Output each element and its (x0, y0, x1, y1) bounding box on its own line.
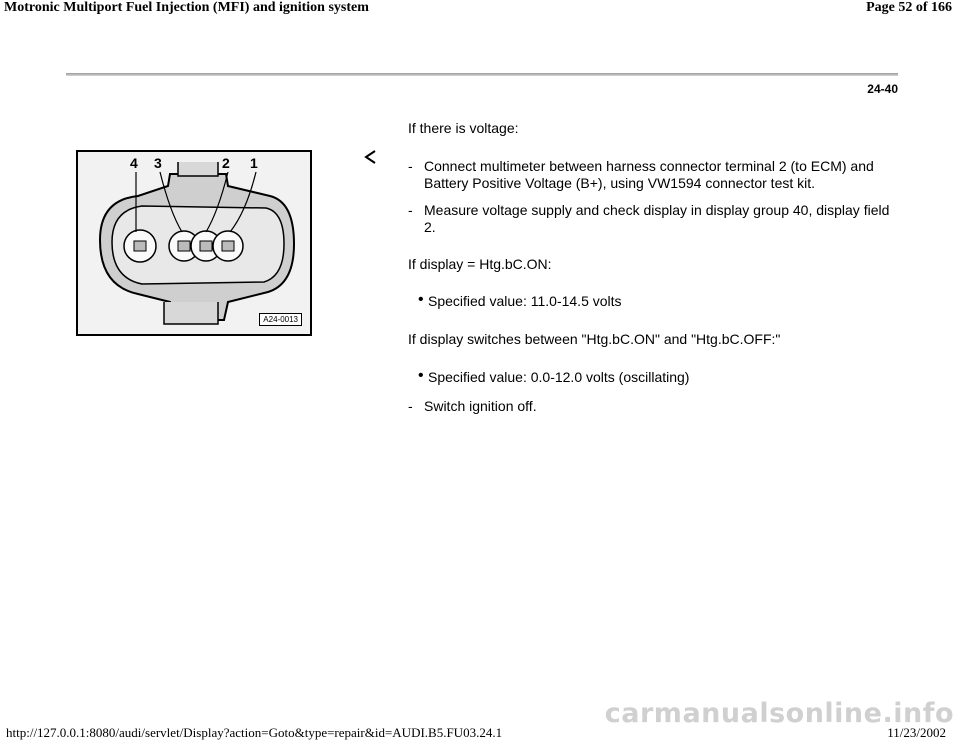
footer-url[interactable]: http://127.0.0.1:8080/audi/servlet/Display?action=Goto&type=repair&id=AUDI.B5.FU03.24.1 (6, 725, 503, 740)
figure-code: A24-0013 (259, 313, 302, 326)
condition-display-switches: If display switches between "Htg.bC.ON" and "Htg.bC.OFF:" (408, 331, 781, 347)
step-measure-voltage: - Measure voltage supply and check display in display group 40, display field 2. (408, 202, 890, 235)
step-connect-multimeter: - Connect multimeter between harness connector terminal 2 (to ECM) and Battery Positive Voltage (B+), using VW1594 connector test kit. (408, 158, 874, 191)
terminal-label-3: 3 (154, 155, 162, 171)
header-title: Motronic Multiport Fuel Injection (MFI) and ignition system (4, 0, 369, 15)
terminal-label-1: 1 (250, 155, 258, 171)
step-switch-ignition-off: - Switch ignition off. (408, 398, 537, 414)
terminal-label-4: 4 (130, 155, 138, 171)
connector-illustration (78, 152, 310, 334)
header-rule (66, 73, 898, 76)
connector-figure (76, 150, 312, 336)
arrow-left-icon (364, 150, 376, 164)
intro-text: If there is voltage: (408, 120, 519, 136)
section-page-number: 24-40 (867, 82, 898, 96)
page-indicator: Page 52 of 166 (866, 0, 952, 15)
terminal-label-2: 2 (222, 155, 230, 171)
condition-display-on: If display = Htg.bC.ON: (408, 256, 552, 272)
watermark-logo: carmanualsonline.info (604, 698, 954, 729)
footer-date: 11/23/2002 (887, 725, 946, 740)
